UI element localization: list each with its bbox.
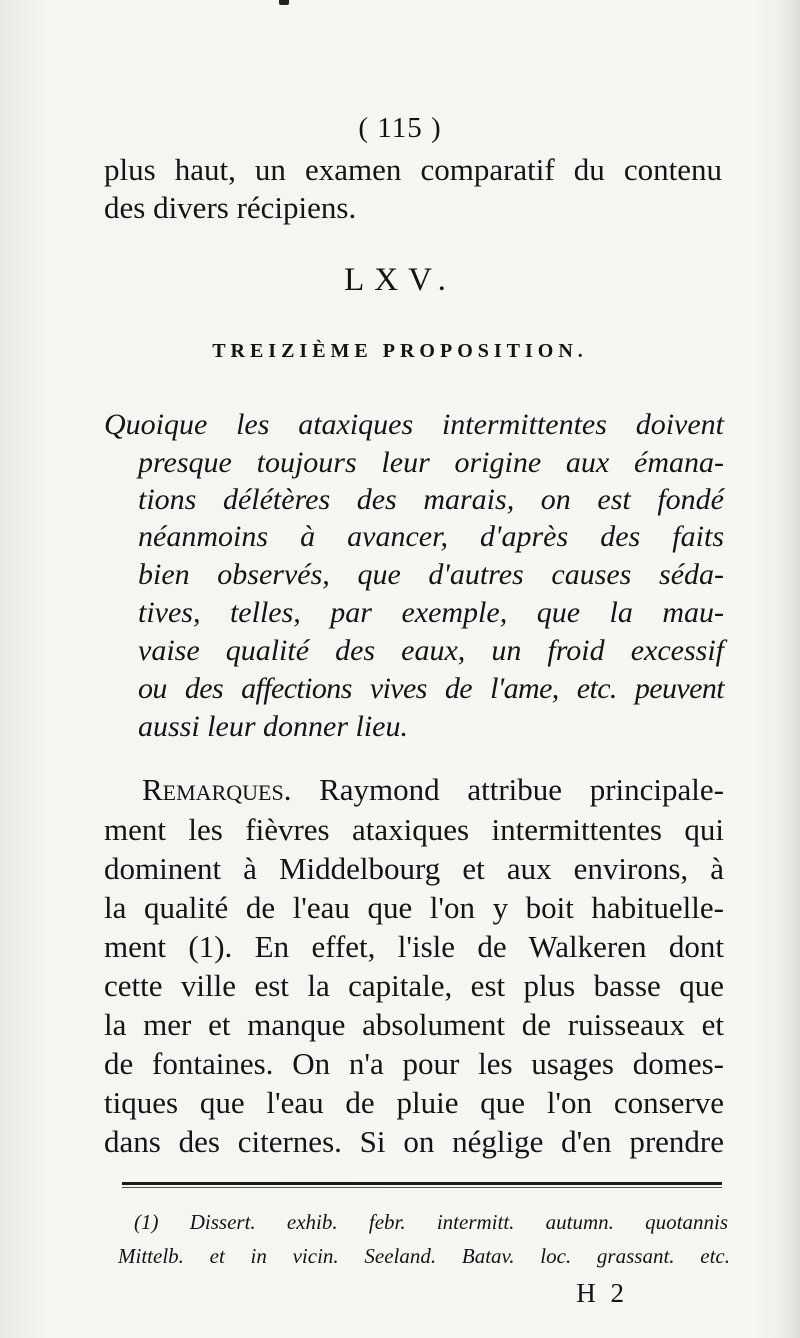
footnote-line-2: Mittelb. et in vicin. Seeland. Batav. loc. grassant. etc. bbox=[118, 1244, 730, 1268]
proposition-line-9: aussi leur donner lieu. bbox=[138, 710, 408, 743]
continuation-line-2: des divers récipiens. bbox=[104, 190, 357, 225]
proposition-line-3: tions délétères des marais, on est fondé bbox=[138, 483, 724, 516]
proposition-line-1: Quoique les ataxiques intermittentes doivent bbox=[104, 408, 724, 441]
remarks-label: Remarques. bbox=[142, 772, 292, 807]
remarks-line-1-text: Raymond attribue principale- bbox=[291, 772, 724, 807]
print-mark bbox=[279, 0, 289, 5]
proposition-line-6: tives, telles, par exemple, que la mau- bbox=[138, 596, 724, 629]
remarks-line-2: ment les fièvres ataxiques intermittentes qui bbox=[104, 812, 724, 847]
remarks-line-6: cette ville est la capitale, est plus basse que bbox=[104, 968, 724, 1003]
section-number: LXV. bbox=[344, 262, 456, 298]
proposition-title: TREIZIÈME PROPOSITION. bbox=[212, 340, 588, 362]
remarks-line-1 bbox=[142, 772, 724, 808]
proposition-line-4: néanmoins à avancer, d'après des faits bbox=[138, 520, 724, 553]
remarks-line-4: la qualité de l'eau que l'on y boit habituelle- bbox=[104, 890, 724, 925]
remarks-line-8: de fontaines. On n'a pour les usages domes- bbox=[104, 1046, 724, 1081]
proposition-line-7: vaise qualité des eaux, un froid excessif bbox=[138, 634, 724, 667]
page-edge-shadow bbox=[778, 0, 800, 1338]
footnote-rule-thin bbox=[122, 1187, 722, 1188]
remarks-line-9: tiques que l'eau de pluie que l'on conserve bbox=[104, 1085, 724, 1120]
remarks-line-7: la mer et manque absolument de ruisseaux et bbox=[104, 1007, 724, 1042]
page-number: ( 115 ) bbox=[358, 112, 442, 144]
signature-mark: H 2 bbox=[576, 1278, 628, 1308]
remarks-line-3: dominent à Middelbourg et aux environs, à bbox=[104, 851, 724, 886]
footnote-line-1: (1) Dissert. exhib. febr. intermitt. autumn. quotannis bbox=[134, 1210, 728, 1234]
remarks-line-5: ment (1). En effet, l'isle de Walkeren dont bbox=[104, 929, 724, 964]
remarks-line-10: dans des citernes. Si on néglige d'en prendre bbox=[104, 1124, 724, 1159]
proposition-line-2: presque toujours leur origine aux émana- bbox=[138, 446, 724, 479]
proposition-line-8: ou des affections vives de l'ame, etc. peuvent bbox=[138, 672, 724, 705]
footnote-rule bbox=[122, 1182, 722, 1185]
proposition-line-5: bien observés, que d'autres causes séda- bbox=[138, 558, 724, 591]
continuation-line-1: plus haut, un examen comparatif du contenu bbox=[104, 152, 722, 187]
